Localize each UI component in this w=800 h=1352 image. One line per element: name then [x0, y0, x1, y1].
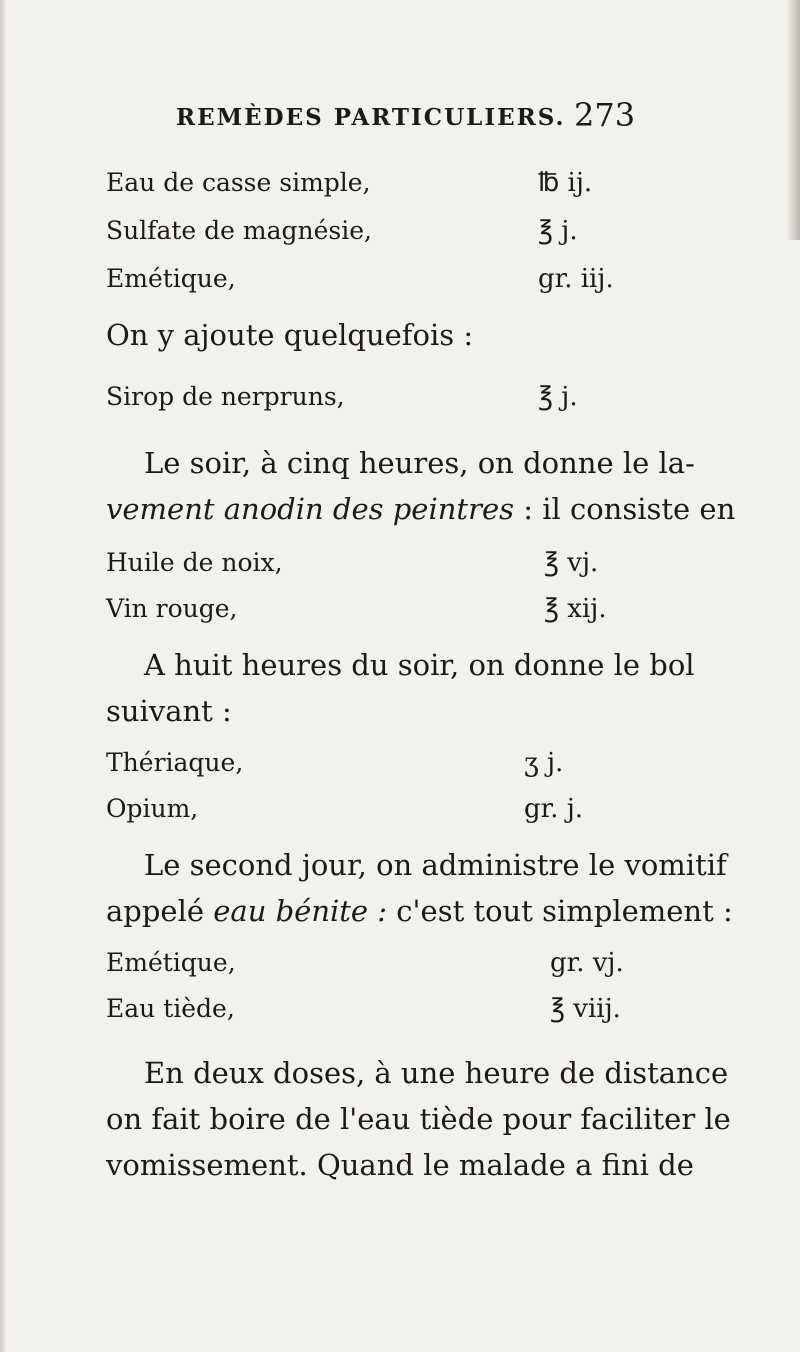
recipe-row — [106, 748, 666, 788]
recipe-row — [106, 948, 666, 988]
ingredient: Sulfate de magnésie, — [106, 216, 372, 245]
recipe-row — [106, 216, 666, 256]
paragraph-line — [106, 888, 733, 934]
paragraph-line: on fait boire de l'eau tiède pour faciliter le — [106, 1102, 731, 1136]
ingredient: Sirop de nerpruns, — [106, 382, 345, 411]
recipe-row — [106, 168, 666, 208]
quantity: ℥ vj. — [544, 548, 599, 578]
paragraph-line — [106, 486, 736, 532]
paragraph-line: Le soir, à cinq heures, on donne le la- — [144, 446, 695, 480]
paragraph-line: En deux doses, à une heure de distance — [144, 1056, 729, 1090]
recipe-row — [106, 548, 666, 588]
quantity: ℔ ij. — [538, 168, 593, 198]
italic-title: eau bénite : — [213, 894, 388, 928]
recipe-row — [106, 794, 666, 834]
running-title: REMÈDES PARTICULIERS. — [176, 104, 566, 131]
ingredient: Emétique, — [106, 264, 236, 293]
paragraph-line: suivant : — [106, 694, 232, 728]
recipe-row — [106, 594, 666, 634]
page-edge-right — [786, 0, 800, 240]
ingredient: Thériaque, — [106, 748, 244, 777]
quantity: ʒ j. — [524, 748, 564, 778]
italic-title: vement anodin des peintres — [106, 492, 514, 526]
addition-line: On y ajoute quelquefois : — [106, 318, 474, 352]
ingredient: Huile de noix, — [106, 548, 283, 577]
ingredient: Eau de casse simple, — [106, 168, 371, 197]
paragraph-text: appelé — [106, 894, 214, 928]
paragraph-text: c'est tout simplement : — [387, 894, 733, 928]
quantity: ℥ viij. — [550, 994, 621, 1024]
quantity: gr. vj. — [550, 948, 624, 978]
page-number: 273 — [574, 96, 636, 134]
recipe-row — [106, 264, 666, 304]
quantity: gr. iij. — [538, 264, 614, 294]
ingredient: Eau tiède, — [106, 994, 235, 1023]
paragraph — [106, 842, 733, 934]
paragraph — [106, 1050, 731, 1188]
paragraph — [106, 440, 736, 532]
recipe-row — [106, 382, 666, 422]
quantity: ℥ j. — [538, 382, 578, 412]
ingredient: Emétique, — [106, 948, 236, 977]
paragraph-line: A huit heures du soir, on donne le bol — [144, 648, 695, 682]
paragraph-line: vomissement. Quand le malade a fini de — [106, 1148, 694, 1182]
paragraph-line: Le second jour, on administre le vomitif — [144, 848, 727, 882]
paragraph-text: : il consiste en — [513, 492, 736, 526]
recipe-row — [106, 994, 666, 1034]
ingredient: Opium, — [106, 794, 199, 823]
quantity: ℥ j. — [538, 216, 578, 246]
quantity: ℥ xij. — [544, 594, 607, 624]
page-edge-left — [0, 0, 6, 1352]
ingredient: Vin rouge, — [106, 594, 238, 623]
paragraph — [106, 642, 695, 734]
quantity: gr. j. — [524, 794, 584, 824]
